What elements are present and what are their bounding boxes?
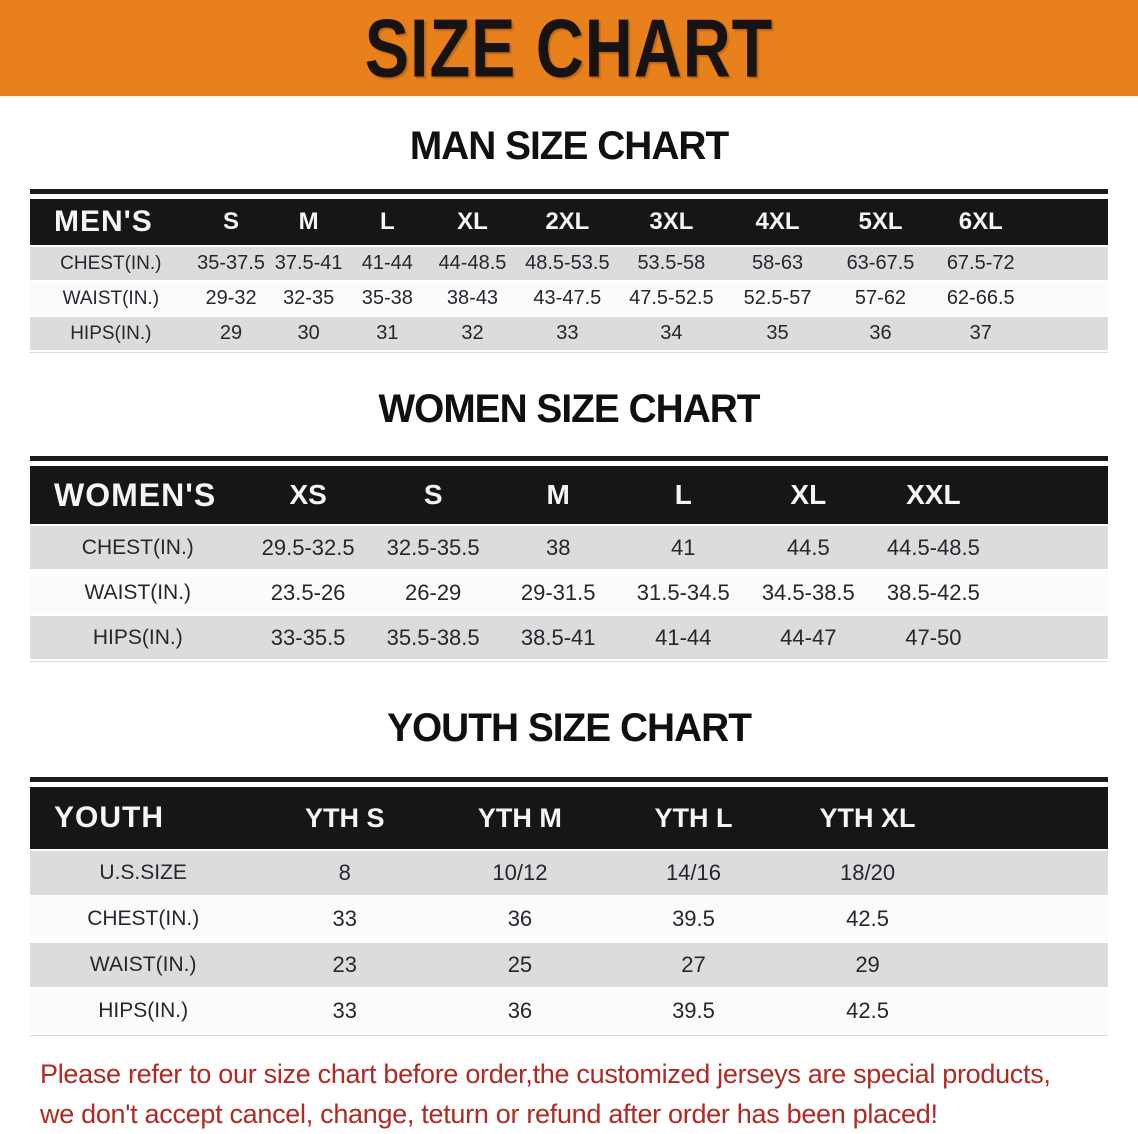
size-value: 44.5 <box>746 526 871 569</box>
size-value: 29-32 <box>192 282 271 315</box>
women-section <box>0 387 1138 662</box>
row-label: U.S.SIZE <box>30 851 256 895</box>
youth-size-table <box>30 785 1108 1035</box>
row-label: HIPS(IN.) <box>30 989 256 1033</box>
spacer-cell <box>996 616 1108 659</box>
size-chart-banner <box>0 0 1138 98</box>
size-value: 23 <box>256 943 433 987</box>
women-header-row <box>30 466 1108 524</box>
column-header: M <box>270 199 347 245</box>
column-header: S <box>192 199 271 245</box>
youth-table-corner: YOUTH <box>30 787 256 849</box>
size-value: 39.5 <box>607 897 781 941</box>
size-value: 25 <box>433 943 607 987</box>
spacer-cell <box>1030 282 1108 315</box>
row-label: HIPS(IN.) <box>30 616 246 659</box>
row-label: HIPS(IN.) <box>30 317 192 350</box>
spacer-cell <box>996 466 1108 524</box>
size-value: 31.5-34.5 <box>621 571 746 614</box>
order-note-line1: Please refer to our size chart before order,the customized jerseys are special products, <box>40 1059 1051 1089</box>
size-value: 29 <box>780 943 955 987</box>
spacer-cell <box>955 989 1108 1033</box>
size-value: 14/16 <box>607 851 781 895</box>
size-value: 42.5 <box>780 989 955 1033</box>
column-header: XL <box>428 199 517 245</box>
youth-chest-row <box>30 897 1108 941</box>
spacer-cell <box>955 897 1108 941</box>
women-section-heading: WOMEN SIZE CHART <box>378 387 760 431</box>
column-header: 6XL <box>931 199 1030 245</box>
women-chest-row <box>30 526 1108 569</box>
spacer-cell <box>996 571 1108 614</box>
column-header: YTH L <box>607 787 781 849</box>
size-value: 38.5-42.5 <box>871 571 996 614</box>
size-value: 34 <box>617 317 725 350</box>
column-header: XXL <box>871 466 996 524</box>
youth-section-heading: YOUTH SIZE CHART <box>387 706 751 750</box>
size-value: 33-35.5 <box>246 616 371 659</box>
size-value: 29 <box>192 317 271 350</box>
column-header: 3XL <box>617 199 725 245</box>
women-hips-row <box>30 616 1108 659</box>
size-value: 62-66.5 <box>931 282 1030 315</box>
men-header-row <box>30 199 1108 245</box>
size-value: 41 <box>621 526 746 569</box>
spacer-cell <box>1030 199 1108 245</box>
men-section-heading: MAN SIZE CHART <box>409 124 729 168</box>
size-value: 63-67.5 <box>830 247 931 280</box>
banner-title: SIZE CHART <box>364 1 774 95</box>
column-header: L <box>347 199 428 245</box>
size-value: 33 <box>517 317 617 350</box>
size-value: 44-48.5 <box>428 247 517 280</box>
women-waist-row <box>30 571 1108 614</box>
size-value: 38 <box>496 526 621 569</box>
men-chest-row <box>30 247 1108 280</box>
size-value: 32 <box>428 317 517 350</box>
men-table-corner: MEN'S <box>30 199 192 245</box>
size-value: 8 <box>256 851 433 895</box>
women-size-table <box>30 464 1108 661</box>
spacer-cell <box>996 526 1108 569</box>
size-value: 36 <box>830 317 931 350</box>
row-label: CHEST(IN.) <box>30 526 246 569</box>
men-table-wrap <box>30 189 1108 353</box>
column-header: YTH M <box>433 787 607 849</box>
spacer-cell <box>955 943 1108 987</box>
men-section <box>0 124 1138 353</box>
column-header: YTH S <box>256 787 433 849</box>
spacer-cell <box>955 787 1108 849</box>
size-value: 36 <box>433 989 607 1033</box>
size-value: 38.5-41 <box>496 616 621 659</box>
size-value: 41-44 <box>621 616 746 659</box>
size-value: 37.5-41 <box>270 247 347 280</box>
row-label: CHEST(IN.) <box>30 897 256 941</box>
size-value: 31 <box>347 317 428 350</box>
size-value: 47.5-52.5 <box>617 282 725 315</box>
column-header: XL <box>746 466 871 524</box>
size-value: 18/20 <box>780 851 955 895</box>
size-value: 29.5-32.5 <box>246 526 371 569</box>
column-header: XS <box>246 466 371 524</box>
column-header: S <box>371 466 496 524</box>
column-header: 4XL <box>725 199 830 245</box>
size-value: 44.5-48.5 <box>871 526 996 569</box>
size-value: 27 <box>607 943 781 987</box>
size-value: 26-29 <box>371 571 496 614</box>
size-value: 30 <box>270 317 347 350</box>
youth-hips-row <box>30 989 1108 1033</box>
size-value: 52.5-57 <box>725 282 830 315</box>
youth-waist-row <box>30 943 1108 987</box>
size-value: 35-38 <box>347 282 428 315</box>
size-value: 53.5-58 <box>617 247 725 280</box>
spacer-cell <box>1030 317 1108 350</box>
column-header: M <box>496 466 621 524</box>
size-value: 29-31.5 <box>496 571 621 614</box>
size-value: 43-47.5 <box>517 282 617 315</box>
size-value: 57-62 <box>830 282 931 315</box>
row-label: WAIST(IN.) <box>30 571 246 614</box>
size-value: 58-63 <box>725 247 830 280</box>
size-value: 37 <box>931 317 1030 350</box>
size-value: 23.5-26 <box>246 571 371 614</box>
size-value: 44-47 <box>746 616 871 659</box>
size-value: 41-44 <box>347 247 428 280</box>
size-value: 67.5-72 <box>931 247 1030 280</box>
size-value: 47-50 <box>871 616 996 659</box>
column-header: 2XL <box>517 199 617 245</box>
size-value: 42.5 <box>780 897 955 941</box>
size-value: 32-35 <box>270 282 347 315</box>
size-value: 48.5-53.5 <box>517 247 617 280</box>
row-label: CHEST(IN.) <box>30 247 192 280</box>
men-waist-row <box>30 282 1108 315</box>
size-value: 32.5-35.5 <box>371 526 496 569</box>
youth-ussize-row <box>30 851 1108 895</box>
size-value: 33 <box>256 989 433 1033</box>
column-header: YTH XL <box>780 787 955 849</box>
row-label: WAIST(IN.) <box>30 943 256 987</box>
women-table-wrap <box>30 456 1108 662</box>
column-header: L <box>621 466 746 524</box>
size-value: 33 <box>256 897 433 941</box>
size-value: 10/12 <box>433 851 607 895</box>
youth-section <box>0 706 1138 1036</box>
women-table-corner: WOMEN'S <box>30 466 246 524</box>
column-header: 5XL <box>830 199 931 245</box>
spacer-cell <box>955 851 1108 895</box>
men-size-table <box>30 197 1108 352</box>
youth-header-row <box>30 787 1108 849</box>
order-note-line2: we don't accept cancel, change, teturn or refund after order has been placed! <box>40 1099 938 1129</box>
size-value: 39.5 <box>607 989 781 1033</box>
row-label: WAIST(IN.) <box>30 282 192 315</box>
size-value: 38-43 <box>428 282 517 315</box>
men-hips-row <box>30 317 1108 350</box>
size-value: 35-37.5 <box>192 247 271 280</box>
spacer-cell <box>1030 247 1108 280</box>
size-value: 35 <box>725 317 830 350</box>
youth-table-wrap <box>30 777 1108 1036</box>
size-value: 36 <box>433 897 607 941</box>
size-value: 34.5-38.5 <box>746 571 871 614</box>
size-value: 35.5-38.5 <box>371 616 496 659</box>
order-note <box>0 1054 1138 1134</box>
